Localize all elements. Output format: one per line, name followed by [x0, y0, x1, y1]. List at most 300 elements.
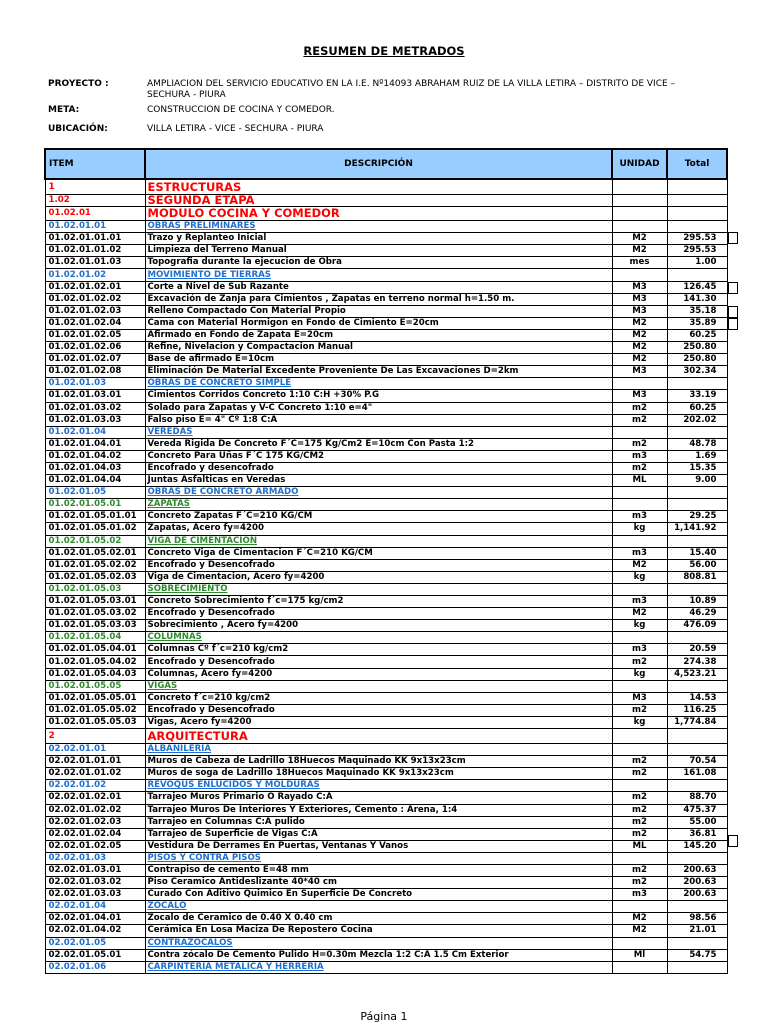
- row-description: Concreto Viga de Cimentacion F´C=210 KG/CM: [145, 547, 612, 559]
- row-total: [667, 583, 727, 595]
- row-description: Cama con Material Hormigon en Fondo de Cimiento E=20cm: [145, 317, 612, 329]
- row-unit: [612, 378, 667, 390]
- row-item: 01.02.01.05.02: [45, 535, 145, 547]
- row-item: 01.02.01: [45, 207, 145, 221]
- row-unit: [612, 852, 667, 864]
- row-total: 302.34: [667, 366, 727, 378]
- row-total: 54.75: [667, 949, 727, 961]
- row-description: Encofrado y desencofrado: [145, 462, 612, 474]
- row-total: 60.25: [667, 329, 727, 341]
- meta-value: AMPLIACION DEL SERVICIO EDUCATIVO EN LA I.E. Nº14093 ABRAHAM RUIZ DE LA VILLA LETIRA – DISTRITO DE VICE – SECHURA - PIURA: [147, 79, 676, 100]
- row-item: 1: [45, 179, 145, 195]
- row-item: 02.02.01.04.02: [45, 925, 145, 937]
- row-total: 1,774.84: [667, 716, 727, 728]
- row-item: 01.02.01.01.01: [45, 233, 145, 245]
- row-description: Concreto Zapatas F´C=210 KG/CM: [145, 511, 612, 523]
- row-unit: m3: [612, 644, 667, 656]
- row-description: Tarrajeo Muros Primario O Rayado C:A: [145, 792, 612, 804]
- row-item: 01.02.01.03.01: [45, 390, 145, 402]
- row-unit: kg: [612, 716, 667, 728]
- row-description: Encofrado y Desencofrado: [145, 608, 612, 620]
- row-total: 200.63: [667, 889, 727, 901]
- row-total: 56.00: [667, 559, 727, 571]
- table-row: [45, 233, 727, 245]
- row-item: 01.02.01.05: [45, 487, 145, 499]
- row-item: 02.02.01.03.03: [45, 889, 145, 901]
- row-item: 01.02.01.02.04: [45, 317, 145, 329]
- row-item: 01.02.01.01.02: [45, 245, 145, 257]
- table-row: [45, 608, 727, 620]
- row-description: REVOQUS ENLUCIDOS Y MOLDURAS: [145, 780, 612, 792]
- row-description: Contra zócalo De Cemento Pulido H=0.30m Mezcla 1:2 C:A 1.5 Cm Exterior: [145, 949, 612, 961]
- row-item: 01.02.01.02: [45, 269, 145, 281]
- row-item: 01.02.01.01.03: [45, 257, 145, 269]
- row-total: [667, 780, 727, 792]
- row-unit: M3: [612, 390, 667, 402]
- row-unit: [612, 744, 667, 756]
- row-unit: M2: [612, 354, 667, 366]
- table-row: [45, 889, 727, 901]
- table-row: [45, 571, 727, 583]
- row-description: Tarrajeo Muros De Interiores Y Exteriores, Cemento : Arena, 1:4: [145, 804, 612, 816]
- row-unit: [612, 195, 667, 207]
- row-item: 02.02.01.04: [45, 901, 145, 913]
- row-item: 01.02.01.05.05: [45, 680, 145, 692]
- table-row: [45, 704, 727, 716]
- row-total: [667, 179, 727, 195]
- row-total: 36.81: [667, 828, 727, 840]
- row-total: 21.01: [667, 925, 727, 937]
- row-total: [667, 207, 727, 221]
- row-description: ARQUITECTURA: [145, 729, 612, 744]
- row-unit: ML: [612, 475, 667, 487]
- table-row: [45, 864, 727, 876]
- table-row: [45, 342, 727, 354]
- table-row: [45, 716, 727, 728]
- row-total: 476.09: [667, 620, 727, 632]
- row-description: Concreto f´c=210 kg/cm2: [145, 692, 612, 704]
- table-row: [45, 877, 727, 889]
- row-total: [667, 221, 727, 233]
- row-unit: kg: [612, 571, 667, 583]
- table-row: [45, 317, 727, 329]
- row-item: 01.02.01.05.04.03: [45, 668, 145, 680]
- table-row: [45, 257, 727, 269]
- table-row: [45, 804, 727, 816]
- table-row: [45, 680, 727, 692]
- row-description: SOBRECIMIENTO: [145, 583, 612, 595]
- row-description: OBRAS DE CONCRETO ARMADO: [145, 487, 612, 499]
- row-description: Encofrado y Desencofrado: [145, 656, 612, 668]
- table-row: [45, 937, 727, 949]
- row-description: Tarrajeo de Superficie de Vigas C:A: [145, 828, 612, 840]
- row-description: OBRAS DE CONCRETO SIMPLE: [145, 378, 612, 390]
- row-item: 02.02.01.05: [45, 937, 145, 949]
- row-total: [667, 195, 727, 207]
- row-item: 01.02.01.04.01: [45, 438, 145, 450]
- table-row: [45, 195, 727, 207]
- row-total: 250.80: [667, 354, 727, 366]
- row-total: 1,141.92: [667, 523, 727, 535]
- row-description: VIGA DE CIMENTACION: [145, 535, 612, 547]
- row-total: 475.37: [667, 804, 727, 816]
- row-description: Viga de Cimentacion, Acero fy=4200: [145, 571, 612, 583]
- table-row: [45, 901, 727, 913]
- row-item: 02.02.01.03: [45, 852, 145, 864]
- row-total: 1.00: [667, 257, 727, 269]
- row-unit: mes: [612, 257, 667, 269]
- table-row: [45, 329, 727, 341]
- table-row: [45, 780, 727, 792]
- table-row: [45, 475, 727, 487]
- row-total: 48.78: [667, 438, 727, 450]
- row-unit: [612, 535, 667, 547]
- row-description: Solado para Zapatas y V-C Concreto 1:10 e=4": [145, 402, 612, 414]
- row-item: 01.02.01.05.04.01: [45, 644, 145, 656]
- row-item: 02.02.01.06: [45, 961, 145, 973]
- table-row: [45, 559, 727, 571]
- header-total: Total: [667, 149, 727, 179]
- row-item: 2: [45, 729, 145, 744]
- row-total: 145.20: [667, 840, 727, 852]
- row-total: [667, 487, 727, 499]
- row-description: Excavación de Zanja para Cimientos , Zapatas en terreno normal h=1.50 m.: [145, 293, 612, 305]
- row-total: 295.53: [667, 233, 727, 245]
- row-unit: M2: [612, 608, 667, 620]
- table-row: [45, 378, 727, 390]
- row-item: 01.02.01.03.03: [45, 414, 145, 426]
- row-total: 200.63: [667, 877, 727, 889]
- row-description: SEGUNDA ETAPA: [145, 195, 612, 207]
- table-row: [45, 221, 727, 233]
- row-description: Columnas Cº f´c=210 kg/cm2: [145, 644, 612, 656]
- row-description: Eliminación De Material Excedente Proveniente De Las Excavaciones D=2km: [145, 366, 612, 378]
- table-row: [45, 207, 727, 221]
- row-description: Topografia durante la ejecucion de Obra: [145, 257, 612, 269]
- row-unit: [612, 680, 667, 692]
- row-item: 02.02.01.02.03: [45, 816, 145, 828]
- row-unit: [612, 499, 667, 511]
- row-item: 01.02.01.05.01: [45, 499, 145, 511]
- row-total: 10.89: [667, 596, 727, 608]
- row-total: 70.54: [667, 756, 727, 768]
- row-item: 01.02.01.02.08: [45, 366, 145, 378]
- table-row: [45, 668, 727, 680]
- row-description: VIGAS: [145, 680, 612, 692]
- row-total: [667, 901, 727, 913]
- header-descripcion: DESCRIPCIÓN: [145, 149, 612, 179]
- row-total: 60.25: [667, 402, 727, 414]
- row-unit: M2: [612, 317, 667, 329]
- row-unit: [612, 780, 667, 792]
- row-description: Cimientos Corridos Concreto 1:10 C:H +30% P.G: [145, 390, 612, 402]
- row-total: 88.70: [667, 792, 727, 804]
- row-unit: M3: [612, 366, 667, 378]
- margin-box: [728, 306, 738, 318]
- row-unit: m2: [612, 414, 667, 426]
- row-description: VEREDAS: [145, 426, 612, 438]
- row-item: 01.02.01.04.04: [45, 475, 145, 487]
- row-description: Piso Ceramico Antideslizante 40*40 cm: [145, 877, 612, 889]
- row-item: 01.02.01.05.02.03: [45, 571, 145, 583]
- row-unit: m2: [612, 756, 667, 768]
- metrados-table: [44, 148, 728, 974]
- margin-box: [728, 318, 738, 330]
- row-unit: kg: [612, 620, 667, 632]
- row-unit: [612, 729, 667, 744]
- row-item: 02.02.01.02: [45, 780, 145, 792]
- row-unit: M2: [612, 925, 667, 937]
- row-total: 126.45: [667, 281, 727, 293]
- row-total: [667, 937, 727, 949]
- row-description: Encofrado y Desencofrado: [145, 704, 612, 716]
- table-row: [45, 547, 727, 559]
- row-total: [667, 378, 727, 390]
- row-total: 35.18: [667, 305, 727, 317]
- row-item: 01.02.01.01: [45, 221, 145, 233]
- table-row: [45, 366, 727, 378]
- header-item: ITEM: [45, 149, 145, 179]
- row-total: 4,523.21: [667, 668, 727, 680]
- row-description: Relleno Compactado Con Material Propio: [145, 305, 612, 317]
- row-total: 15.35: [667, 462, 727, 474]
- row-total: [667, 729, 727, 744]
- row-description: Tarrajeo en Columnas C:A pulido: [145, 816, 612, 828]
- table-row: [45, 293, 727, 305]
- table-row: [45, 426, 727, 438]
- row-item: 01.02.01.02.03: [45, 305, 145, 317]
- table-row: [45, 523, 727, 535]
- row-item: 01.02.01.05.04: [45, 632, 145, 644]
- row-item: 02.02.01.01: [45, 744, 145, 756]
- row-unit: M2: [612, 559, 667, 571]
- row-total: 1.69: [667, 450, 727, 462]
- row-item: 02.02.01.03.02: [45, 877, 145, 889]
- table-row: [45, 462, 727, 474]
- row-item: 02.02.01.02.01: [45, 792, 145, 804]
- row-description: Afirmado en Fondo de Zapata E=20cm: [145, 329, 612, 341]
- row-total: 295.53: [667, 245, 727, 257]
- row-description: COLUMNAS: [145, 632, 612, 644]
- row-description: Vigas, Acero fy=4200: [145, 716, 612, 728]
- table-row: [45, 354, 727, 366]
- row-total: 9.00: [667, 475, 727, 487]
- row-item: 02.02.01.02.05: [45, 840, 145, 852]
- row-description: Vestidura De Derrames En Puertas, Ventanas Y Vanos: [145, 840, 612, 852]
- row-item: 02.02.01.01.01: [45, 756, 145, 768]
- row-item: 01.02.01.05.05.01: [45, 692, 145, 704]
- row-description: Falso piso E= 4" Cº 1:8 C:A: [145, 414, 612, 426]
- table-row: [45, 729, 727, 744]
- row-total: 14.53: [667, 692, 727, 704]
- row-description: Corte a Nivel de Sub Razante: [145, 281, 612, 293]
- row-unit: m2: [612, 816, 667, 828]
- row-description: MOVIMIENTO DE TIERRAS: [145, 269, 612, 281]
- row-total: 161.08: [667, 768, 727, 780]
- row-unit: [612, 269, 667, 281]
- row-item: 01.02.01.03.02: [45, 402, 145, 414]
- row-unit: m2: [612, 792, 667, 804]
- row-total: [667, 269, 727, 281]
- meta-label: META:: [48, 105, 80, 115]
- table-row: [45, 438, 727, 450]
- row-description: Vereda Rigida De Concreto F´C=175 Kg/Cm2 E=10cm Con Pasta 1:2: [145, 438, 612, 450]
- table-row: [45, 620, 727, 632]
- row-item: 01.02.01.05.04.02: [45, 656, 145, 668]
- row-description: CARPINTERIA METALICA Y HERRERIA: [145, 961, 612, 973]
- row-description: MODULO COCINA Y COMEDOR: [145, 207, 612, 221]
- row-unit: m3: [612, 450, 667, 462]
- row-total: [667, 744, 727, 756]
- row-item: 01.02.01.05.01.01: [45, 511, 145, 523]
- table-row: [45, 583, 727, 595]
- table-row: [45, 840, 727, 852]
- row-total: 141.30: [667, 293, 727, 305]
- row-item: 01.02.01.02.06: [45, 342, 145, 354]
- row-total: 116.25: [667, 704, 727, 716]
- row-description: Sobrecimiento , Acero fy=4200: [145, 620, 612, 632]
- row-unit: M3: [612, 293, 667, 305]
- table-row: [45, 949, 727, 961]
- table-row: [45, 414, 727, 426]
- row-description: Limpieza del Terreno Manual: [145, 245, 612, 257]
- table-header-row: [45, 149, 727, 179]
- row-description: ESTRUCTURAS: [145, 179, 612, 195]
- row-description: OBRAS PRELIMINARES: [145, 221, 612, 233]
- row-description: Zocalo de Ceramico de 0.40 X 0.40 cm: [145, 913, 612, 925]
- row-description: Trazo y Replanteo Inicial: [145, 233, 612, 245]
- row-unit: M3: [612, 305, 667, 317]
- row-unit: [612, 583, 667, 595]
- table-row: [45, 596, 727, 608]
- row-unit: m2: [612, 704, 667, 716]
- row-total: 250.80: [667, 342, 727, 354]
- row-unit: m3: [612, 596, 667, 608]
- row-total: 55.00: [667, 816, 727, 828]
- row-unit: [612, 961, 667, 973]
- row-item: 01.02.01.02.01: [45, 281, 145, 293]
- row-total: 98.56: [667, 913, 727, 925]
- row-item: 02.02.01.04.01: [45, 913, 145, 925]
- row-unit: ML: [612, 840, 667, 852]
- row-total: [667, 961, 727, 973]
- table-row: [45, 499, 727, 511]
- row-unit: m3: [612, 547, 667, 559]
- table-row: [45, 269, 727, 281]
- table-row: [45, 816, 727, 828]
- table-row: [45, 632, 727, 644]
- row-unit: m2: [612, 828, 667, 840]
- row-description: Concreto Para Uñas F´C 175 KG/CM2: [145, 450, 612, 462]
- table-row: [45, 179, 727, 195]
- table-row: [45, 281, 727, 293]
- table-row: [45, 792, 727, 804]
- row-description: Curado Con Aditivo Quimico En Superficie De Concreto: [145, 889, 612, 901]
- row-item: 01.02.01.04.03: [45, 462, 145, 474]
- meta-label: UBICACIÓN:: [48, 124, 108, 134]
- table-row: [45, 402, 727, 414]
- meta-label: PROYECTO :: [48, 79, 109, 89]
- meta-value: CONSTRUCCION DE COCINA Y COMEDOR.: [147, 105, 335, 115]
- row-total: [667, 852, 727, 864]
- row-description: Encofrado y Desencofrado: [145, 559, 612, 571]
- table-row: [45, 756, 727, 768]
- row-unit: m2: [612, 438, 667, 450]
- row-item: 01.02.01.02.07: [45, 354, 145, 366]
- row-item: 1.02: [45, 195, 145, 207]
- row-unit: M2: [612, 245, 667, 257]
- row-item: 02.02.01.02.04: [45, 828, 145, 840]
- row-description: Columnas, Acero fy=4200: [145, 668, 612, 680]
- margin-box: [728, 232, 738, 244]
- table-row: [45, 487, 727, 499]
- row-unit: m3: [612, 889, 667, 901]
- row-item: 01.02.01.05.03.01: [45, 596, 145, 608]
- row-description: Muros de soga de Ladrillo 18Huecos Maquinado KK 9x13x23cm: [145, 768, 612, 780]
- row-unit: m2: [612, 462, 667, 474]
- table-row: [45, 961, 727, 973]
- row-unit: M3: [612, 692, 667, 704]
- table-row: [45, 535, 727, 547]
- row-unit: [612, 426, 667, 438]
- row-unit: M3: [612, 281, 667, 293]
- row-unit: m2: [612, 402, 667, 414]
- table-row: [45, 925, 727, 937]
- margin-box: [728, 282, 738, 294]
- row-unit: [612, 487, 667, 499]
- row-description: Contrapiso de cemento E=48 mm: [145, 864, 612, 876]
- table-row: [45, 828, 727, 840]
- row-description: Concreto Sobrecimiento f´c=175 kg/cm2: [145, 596, 612, 608]
- table-row: [45, 644, 727, 656]
- row-unit: [612, 179, 667, 195]
- row-unit: m2: [612, 656, 667, 668]
- row-total: [667, 632, 727, 644]
- table-row: [45, 656, 727, 668]
- row-total: [667, 426, 727, 438]
- row-item: 02.02.01.02.02: [45, 804, 145, 816]
- row-unit: [612, 207, 667, 221]
- row-unit: m2: [612, 877, 667, 889]
- row-unit: Ml: [612, 949, 667, 961]
- row-unit: m2: [612, 864, 667, 876]
- page-footer: Página 1: [360, 1010, 408, 1023]
- row-description: Juntas Asfalticas en Veredas: [145, 475, 612, 487]
- row-total: 20.59: [667, 644, 727, 656]
- row-unit: m2: [612, 804, 667, 816]
- row-description: Cerámica En Losa Maciza De Repostero Cocina: [145, 925, 612, 937]
- row-item: 01.02.01.03: [45, 378, 145, 390]
- row-item: 02.02.01.05.01: [45, 949, 145, 961]
- row-description: PISOS Y CONTRA PISOS: [145, 852, 612, 864]
- row-unit: [612, 632, 667, 644]
- row-total: [667, 499, 727, 511]
- row-item: 01.02.01.05.05.02: [45, 704, 145, 716]
- row-unit: kg: [612, 668, 667, 680]
- header-unidad: UNIDAD: [612, 149, 667, 179]
- row-total: 274.38: [667, 656, 727, 668]
- row-unit: [612, 221, 667, 233]
- row-item: 02.02.01.01.02: [45, 768, 145, 780]
- margin-box: [728, 835, 738, 847]
- row-total: 29.25: [667, 511, 727, 523]
- meta-value: VILLA LETIRA - VICE - SECHURA - PIURA: [147, 124, 324, 134]
- row-total: 200.63: [667, 864, 727, 876]
- table-row: [45, 852, 727, 864]
- row-description: CONTRAZOCALOS: [145, 937, 612, 949]
- row-total: 808.81: [667, 571, 727, 583]
- table-row: [45, 768, 727, 780]
